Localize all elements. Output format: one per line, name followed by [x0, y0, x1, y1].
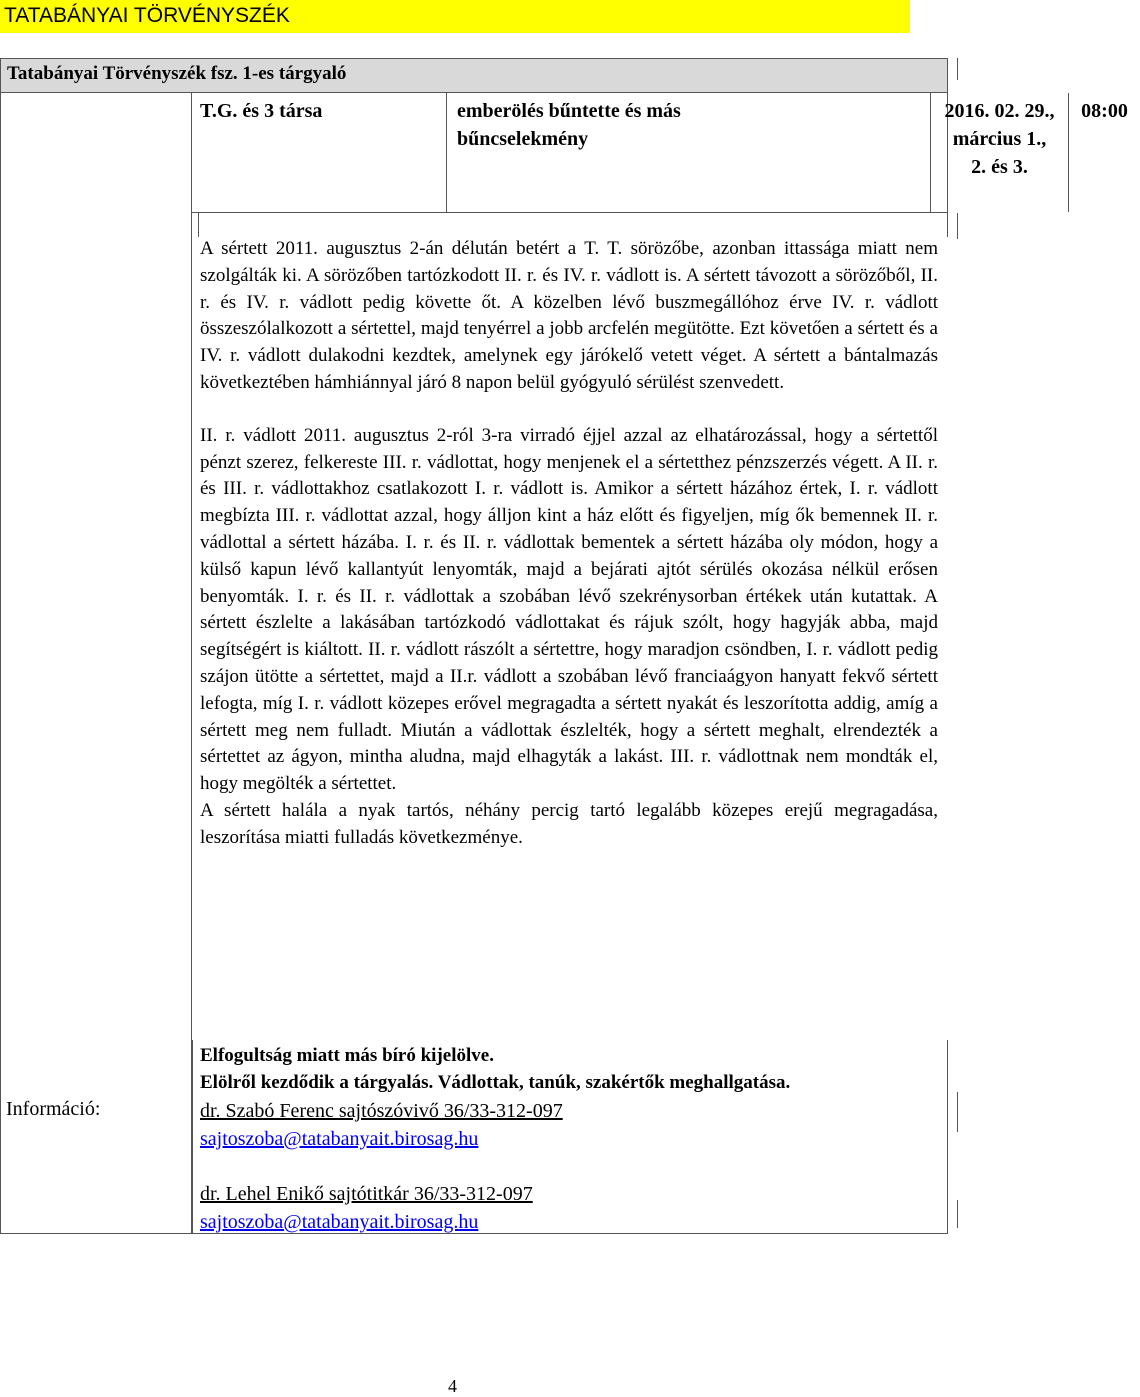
email-link[interactable]: sajtoszoba@tatabanyait.birosag.hu — [200, 1211, 479, 1233]
hearing-notice — [200, 1042, 940, 1096]
spacer-divider — [198, 213, 199, 237]
case-crime: emberölés bűntette és más bűncselekmény — [457, 100, 681, 150]
case-dates — [930, 93, 1068, 212]
edge-marker — [957, 213, 958, 239]
courtroom-label: Tatabányai Törvényszék fsz. 1-es tárgyaló — [7, 63, 347, 84]
court-name: TATABÁNYAI TÖRVÉNYSZÉK — [4, 4, 290, 27]
description-paragraph: A sértett 2011. augusztus 2-án délután betért a T. T. sörözőbe, azonban ittassága miatt nem szolgálták ki. A sörözőben tartózkodott II. r. és IV. r. vádlott is. A sértett távozott a sörözőből, II. r. és IV. r. vádlott pedig követte őt. A közelben lévő buszmegállóhoz érve IV. r. vádlott összeszólalkozott a sértettel, majd tenyérrel a jobb arcfelén megütötte. Ezt követően a sértett és a IV. r. vádlott dulakodni kezdtek, amelynek egy járókelő vetett véget. A sértett a bántalmazás következtében hámhiánnyal járó 8 napon belül gyógyuló sérülést szenvedett. — [200, 238, 938, 393]
case-time — [1068, 93, 1140, 212]
case-description — [200, 236, 938, 852]
spacer-row — [192, 213, 948, 237]
case-summary-row — [192, 92, 1128, 213]
press-contact-1 — [200, 1097, 563, 1153]
case-dates-text: 2016. 02. 29., március 1., 2. és 3. — [944, 100, 1055, 178]
notice-line: Elfogultság miatt más bíró kijelölve. — [200, 1045, 494, 1066]
left-column — [0, 92, 192, 1234]
edge-marker — [957, 1200, 958, 1228]
case-time-text: 08:00 — [1081, 100, 1128, 122]
contact-person: dr. Lehel Enikő sajtótitkár 36/33-312-097 — [200, 1183, 533, 1205]
info-label: Információ: — [6, 1098, 101, 1120]
table-bottom-border — [0, 1233, 948, 1234]
edge-marker — [957, 1092, 958, 1132]
press-contact-2 — [200, 1180, 533, 1236]
email-link[interactable]: sajtoszoba@tatabanyait.birosag.hu — [200, 1128, 479, 1150]
edge-marker — [957, 58, 958, 80]
court-banner — [0, 0, 910, 33]
contact-person: dr. Szabó Ferenc sajtószóvivő 36/33-312-097 — [200, 1100, 563, 1122]
notice-line: Elölről kezdődik a tárgyalás. Vádlottak, tanúk, szakértők meghallgatása. — [200, 1072, 791, 1093]
case-parties: T.G. és 3 társa — [200, 100, 323, 122]
description-paragraph: A sértett halála a nyak tartós, néhány percig tartó legalább közepes erejű megragadása, leszorítása miatti fulladás következménye. — [200, 799, 938, 848]
description-paragraph: II. r. vádlott 2011. augusztus 2-ról 3-ra virradó éjjel azzal az elhatározással, hogy a sértettől pénzt szerez, felkereste III. r. vádlottat, hogy menjenek el a sértetthez pénzszerzés végett. A II. r. és III. r. vádlottakhoz csatlakozott I. r. vádlott is. Amikor a sértett házához értek, I. r. vádlott megbízta III. r. vádlottat azzal, hogy álljon kint a ház előtt és figyeljen, míg ők bemennek II. r. vádlottal a sértett házába. I. r. és II. r. vádlottak bementek a sértett házába oly módon, hogy a külső kapun lévő kallantyút lenyomták, majd a bejárati ajtót sérülés okozása nélkül erősen benyomták. I. r. és II. r. vádlottak a szobában lévő szekrénysorban értékek után kutattak. A sértett észlelte a lakásában tartózkodó vádlottakat és rájuk szólt, hogy hagyják abba, majd segítségért is kiáltott. II. r. vádlott rászólt a sértettre, hogy maradjon csöndben, I. r. vádlott pedig szájon ütötte a sértettet, majd a II.r. vádlott a szobában lévő franciaágyon hanyatt fekvő sértett lefogta, míg I. r. vádlott közepes erővel megragadta a sértett nyakát és leszorította addig, amíg a sértett meg nem fulladt. Miután a vádlottak észlelték, hogy a sértett meghalt, elrendezték a sértettet az ágyon, mintha aludna, majd elhagyták a lakást. III. r. vádlottnak nem mondták el, hogy megölték a sértettet. — [200, 424, 938, 795]
courtroom-row — [0, 58, 948, 93]
page-number: 4 — [448, 1376, 457, 1396]
case-crime-cell — [446, 93, 930, 212]
